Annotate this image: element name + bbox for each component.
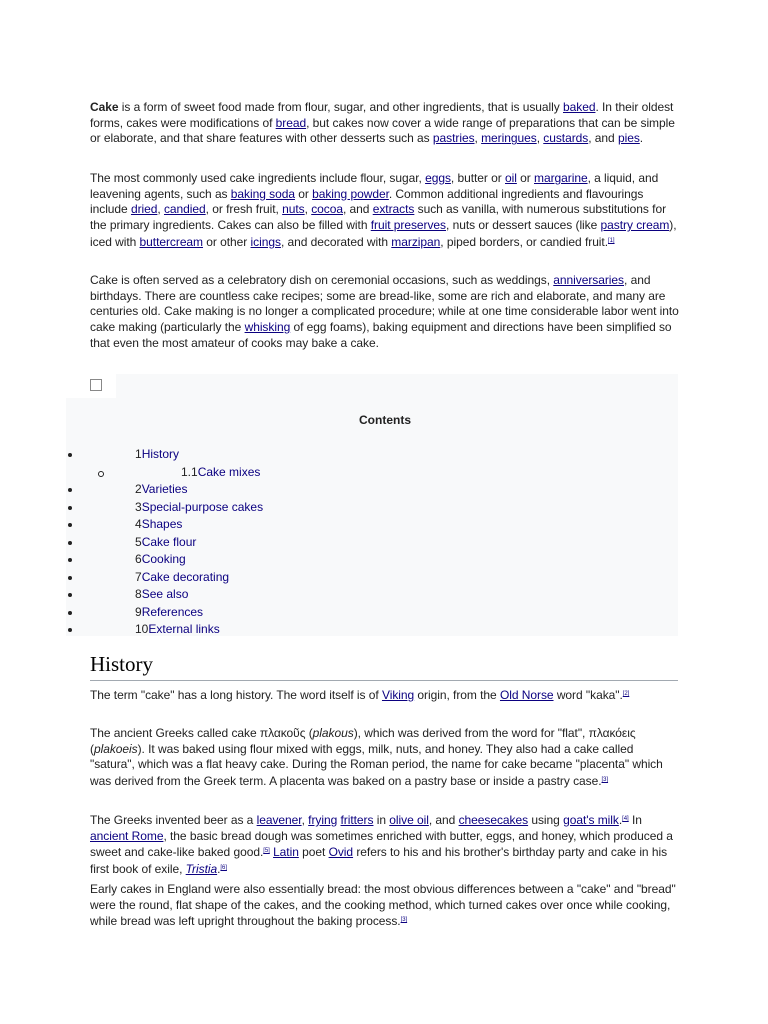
toc-item[interactable] bbox=[135, 535, 196, 549]
text-run: . In their oldest forms, cakes were modifications of bbox=[90, 100, 674, 130]
article-link[interactable]: whisking bbox=[244, 320, 291, 335]
toc-item[interactable] bbox=[135, 622, 220, 636]
toc-item-bullet bbox=[68, 541, 72, 545]
bold-term: Cake bbox=[90, 100, 119, 114]
text-run: origin, from the bbox=[414, 688, 500, 702]
toc-item-label: References bbox=[141, 604, 204, 619]
intro-paragraph-2 bbox=[90, 171, 680, 251]
article-link[interactable]: Old Norse bbox=[499, 688, 554, 702]
text-run: poet bbox=[298, 845, 329, 860]
text-run: The ancient Greeks called cake πλακοῦς ( bbox=[90, 726, 313, 740]
toc-item[interactable] bbox=[135, 447, 179, 461]
citation-link[interactable]: [2] bbox=[622, 691, 630, 697]
article-link[interactable]: meringues bbox=[481, 131, 537, 146]
toc-item-label: Cake decorating bbox=[141, 569, 230, 584]
text-run: . Common additional ingredients and flavourings include bbox=[90, 186, 644, 217]
article-link[interactable]: fritters bbox=[340, 813, 374, 827]
article-link[interactable]: candied bbox=[163, 202, 206, 217]
toc-item-label: Shapes bbox=[141, 517, 183, 531]
citation-link[interactable]: [1] bbox=[608, 237, 615, 244]
text-run: ), which was derived from the word for "flat", πλακόεις ( bbox=[90, 726, 636, 756]
text-run: refers to his and his brother's birthday party and cake in his first book of exile, bbox=[90, 845, 668, 877]
toc-item-label: Varieties bbox=[141, 482, 188, 496]
text-run: word "kaka". bbox=[553, 688, 623, 702]
toc-item-bullet bbox=[68, 488, 72, 492]
toc-item-bullet bbox=[68, 506, 72, 510]
text-run: , and bbox=[342, 202, 373, 217]
toc-item-bullet bbox=[68, 593, 72, 597]
text-run: , and bbox=[428, 813, 459, 827]
history-paragraph-4 bbox=[90, 882, 680, 930]
text-run: , or fresh fruit, bbox=[205, 202, 283, 217]
article-link[interactable]: extracts bbox=[372, 202, 415, 217]
article-link[interactable]: custards bbox=[543, 131, 589, 146]
text-run: The most commonly used cake ingredients include flour, sugar, bbox=[90, 171, 426, 185]
text-run: , bbox=[301, 813, 309, 827]
text-run: , nuts or dessert sauces (like bbox=[446, 218, 601, 233]
article-link[interactable]: frying bbox=[308, 813, 338, 827]
text-run: or bbox=[516, 171, 534, 185]
text-run: , piped borders, or candied fruit. bbox=[440, 234, 608, 249]
toc-item-number: 4 bbox=[135, 517, 142, 531]
toc-item-number: 2 bbox=[135, 482, 142, 496]
article-link[interactable]: Latin bbox=[273, 845, 299, 860]
text-run: , and decorated with bbox=[280, 234, 392, 249]
text-run: The Greeks invented beer as a bbox=[90, 813, 257, 827]
toc-item[interactable] bbox=[135, 605, 203, 619]
intro-paragraph-3 bbox=[90, 273, 680, 352]
article-link[interactable]: goat's milk bbox=[563, 813, 619, 827]
text-run: , butter or bbox=[450, 171, 505, 185]
toc-item-number: 3 bbox=[135, 499, 142, 514]
article-link[interactable]: pastries bbox=[432, 131, 475, 146]
article-link[interactable]: baked bbox=[563, 100, 596, 114]
text-run: . bbox=[618, 813, 623, 827]
article-link[interactable]: cheesecakes bbox=[458, 813, 529, 827]
intro-paragraph-1 bbox=[90, 100, 680, 147]
text-run: using bbox=[528, 813, 564, 827]
article-link[interactable]: baking soda bbox=[230, 186, 295, 201]
article-link[interactable]: buttercream bbox=[139, 234, 204, 249]
history-paragraph-2 bbox=[90, 726, 680, 790]
article-link[interactable]: ancient Rome bbox=[90, 828, 164, 843]
toc-item-bullet bbox=[68, 611, 72, 615]
toc-item-bullet bbox=[68, 628, 72, 632]
text-run: , a liquid, and leavening agents, such as bbox=[90, 171, 659, 201]
toc-item-number: 8 bbox=[135, 587, 142, 601]
toc-item-label: Special-purpose cakes bbox=[141, 499, 264, 514]
text-run: , but cakes now cover a wide range of preparations that can be simple or elaborate, and that share features with other desserts such as bbox=[90, 115, 675, 146]
article-link[interactable]: anniversaries bbox=[553, 273, 624, 287]
text-run: of egg foams), baking equipment and directions have been simplified so that even the most amateur of cooks may bake a cake. bbox=[90, 320, 672, 350]
toc-subitem[interactable] bbox=[181, 465, 260, 479]
toc-item-number: 5 bbox=[135, 534, 142, 549]
toc-item-label: Cake mixes bbox=[197, 464, 261, 479]
toc-item-label: See also bbox=[141, 587, 189, 601]
toc-item-bullet bbox=[68, 453, 72, 457]
toc-item[interactable] bbox=[135, 482, 187, 496]
history-paragraph-1 bbox=[90, 687, 680, 704]
text-run: Cake is often served as a celebratory dish on ceremonial occasions, such as weddings, bbox=[90, 273, 554, 287]
article-link[interactable]: pies bbox=[617, 131, 640, 146]
article-link[interactable]: baking powder bbox=[312, 186, 389, 201]
article-link[interactable]: margarine bbox=[534, 171, 588, 185]
text-run: , the basic bread dough was sometimes enriched with butter, eggs, and honey, which produced a sweet and cake-like baked good. bbox=[90, 828, 673, 860]
article-link[interactable]: Ovid bbox=[328, 845, 354, 860]
toc-item-label: History bbox=[141, 447, 180, 461]
article-link[interactable]: oil bbox=[505, 171, 517, 185]
text-run: such as vanilla, with numerous substitutions for the primary ingredients. Cakes can also be filled with bbox=[90, 202, 667, 233]
article-link[interactable]: leavener bbox=[256, 813, 302, 827]
article-link[interactable]: pastry cream bbox=[600, 218, 670, 233]
toc-item-number: 7 bbox=[135, 569, 142, 584]
toc-item[interactable] bbox=[135, 587, 188, 601]
article-link[interactable]: eggs bbox=[425, 171, 451, 185]
toc-item-number: 1.1 bbox=[181, 464, 198, 479]
article-link[interactable]: nuts bbox=[282, 202, 305, 217]
text-run: , bbox=[536, 131, 544, 146]
text-run: In bbox=[628, 813, 642, 827]
text-run: The term "cake" has a long history. The word itself is of bbox=[90, 688, 382, 702]
toc-item-bullet bbox=[68, 558, 72, 562]
toc-item[interactable] bbox=[135, 517, 182, 531]
text-run: Early cakes in England were also essentially bread: the most obvious differences between a "cake" and "bread" were the round, flat shape of the cakes, and the cooking method, which turned cakes over once while cooking, while bread was left upright throughout the baking process. bbox=[90, 882, 676, 929]
article-link[interactable]: olive oil bbox=[389, 813, 429, 827]
article-link[interactable]: cocoa bbox=[311, 202, 343, 217]
toc-toggle-checkbox[interactable] bbox=[90, 379, 102, 391]
citation-link[interactable]: [4] bbox=[622, 816, 629, 822]
toc-item-label: Cooking bbox=[141, 552, 186, 566]
text-run: . bbox=[217, 862, 221, 877]
toc-subitem-bullet bbox=[98, 471, 104, 477]
article-link[interactable]: fruit preserves bbox=[370, 218, 447, 233]
toc-item-number: 10 bbox=[135, 622, 149, 636]
toc-item-label: Cake flour bbox=[141, 534, 197, 549]
citation-link[interactable]: [6] bbox=[220, 865, 227, 872]
citation-link[interactable]: [5] bbox=[263, 848, 270, 855]
text-run: , bbox=[157, 202, 164, 217]
text-run: ), iced with bbox=[90, 218, 677, 249]
text-run: . bbox=[639, 131, 644, 146]
toc-item-label: External links bbox=[148, 622, 220, 636]
article-link[interactable]: Tristia bbox=[185, 862, 218, 877]
article-link[interactable]: icings bbox=[250, 234, 281, 249]
toc-item[interactable] bbox=[135, 552, 186, 566]
citation-link[interactable]: [3] bbox=[400, 917, 408, 924]
italic-term: plakoeis bbox=[93, 741, 138, 756]
article-link[interactable]: marzipan bbox=[391, 234, 441, 249]
toc-item-number: 1 bbox=[135, 447, 142, 461]
toc-item-number: 6 bbox=[135, 552, 142, 566]
toc-item-number: 9 bbox=[135, 604, 142, 619]
article-link[interactable]: dried bbox=[130, 202, 158, 217]
text-run: in bbox=[373, 813, 390, 827]
article-link[interactable]: bread bbox=[275, 115, 307, 130]
toc-item-bullet bbox=[68, 576, 72, 580]
text-run: , bbox=[304, 202, 312, 217]
text-run: , and bbox=[588, 131, 618, 146]
text-run: or bbox=[294, 186, 313, 201]
text-run: , and birthdays. There are countless cake recipes; some are bread-like, some are rich and elaborate, and many are centuries old. Cake making is no longer a complicated procedure; while at one time considerable labor went into cake making (particularly the bbox=[90, 273, 679, 335]
history-heading: History bbox=[90, 652, 678, 681]
text-run: , bbox=[474, 131, 482, 146]
text-run: is a form of sweet food made from flour, sugar, and other ingredients, that is usually bbox=[118, 100, 563, 114]
citation-link[interactable]: [3] bbox=[601, 777, 609, 784]
toc-title: Contents bbox=[359, 413, 411, 427]
toc-item[interactable] bbox=[135, 500, 263, 514]
text-run: ). It was baked using flour mixed with eggs, milk, nuts, and honey. They also had a cake called "satura", which was a flat heavy cake. During the Roman period, the name for cake became "placenta" which was derived from the Greek term. A placenta was baked on a pastry base or inside a pastry case. bbox=[90, 741, 663, 789]
italic-term: plakous bbox=[312, 726, 354, 740]
history-paragraph-3 bbox=[90, 812, 680, 878]
toc-item-bullet bbox=[68, 523, 72, 527]
toc-item[interactable] bbox=[135, 570, 229, 584]
article-link[interactable]: Viking bbox=[381, 688, 415, 702]
text-run: or other bbox=[203, 234, 251, 249]
